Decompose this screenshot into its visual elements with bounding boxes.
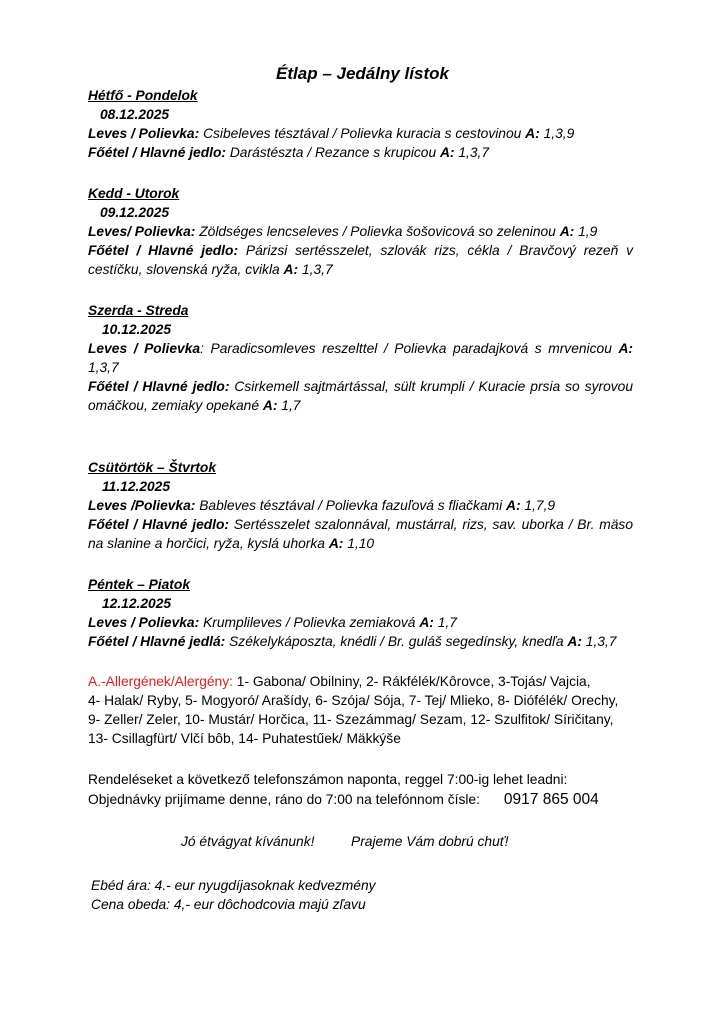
main-label: Főétel / Hlavné jedlo: [88, 243, 239, 258]
main-line [88, 377, 633, 415]
soup-text: : Paradicsomleves reszelttel / Polievka paradajková s mrvenicou [200, 341, 612, 356]
soup-line [88, 339, 633, 377]
soup-label: Leves / Polievka: [88, 615, 200, 630]
day-date: 09.12.2025 [100, 205, 170, 220]
soup-label: Leves / Polievka [88, 341, 201, 356]
allergen-legend-line: 1- Gabona/ Obilniny, 2- Rákfélék/Kôrovce, 3-Tojás/ Vajcia, [232, 674, 591, 689]
allergen-codes: 1,7 [437, 615, 457, 630]
page-title: Étlap – Jedálny lístok [276, 64, 449, 83]
main-text: Párizsi sertésszelet, szlovák rizs, cékla / Bravčový rezeň v cestíčku, slovenská ryža, cvikla [88, 243, 634, 277]
day-block-wednesday [88, 301, 633, 415]
allergen-legend [88, 672, 648, 748]
day-date: 12.12.2025 [102, 596, 172, 611]
allergen-codes: 1,3,9 [543, 126, 575, 141]
day-block-friday [88, 575, 633, 651]
phone-number: 0917 865 004 [503, 791, 599, 808]
main-line [88, 143, 633, 162]
allergen-codes: 1,10 [347, 536, 375, 551]
allergen-label: A: [262, 398, 278, 413]
wish-hu: Jó étvágyat kívánunk! [181, 834, 315, 849]
price-line-sk: Cena obeda: 4,- eur dôchodcovia majú zľavu [91, 897, 366, 912]
allergen-label: A: [506, 498, 521, 513]
main-line [88, 515, 633, 553]
soup-label: Leves /Polievka: [88, 498, 196, 513]
soup-label: Leves / Polievka: [88, 126, 200, 141]
day-date: 08.12.2025 [100, 107, 170, 122]
main-label: Főétel / Hlavné jedlo: [88, 517, 230, 532]
day-date: 10.12.2025 [102, 322, 172, 337]
main-line [88, 241, 633, 279]
allergen-codes: 1,7,9 [524, 498, 556, 513]
allergen-legend-line: 4- Halak/ Ryby, 5- Mogyoró/ Arašídy, 6- Szója/ Sója, 7- Tej/ Mlieko, 8- Diófélék/ Orechy, [88, 693, 619, 708]
allergen-codes: 1,9 [578, 224, 598, 239]
allergen-label: A: [283, 262, 299, 277]
soup-text: Krumplileves / Polievka zemiaková [203, 615, 416, 630]
soup-line [88, 613, 633, 632]
allergen-label: A: [618, 341, 634, 356]
allergen-label: A: [559, 224, 575, 239]
allergen-codes: 1,3,7 [88, 360, 119, 375]
allergen-label: A: [439, 145, 455, 160]
soup-label: Leves/ Polievka: [88, 224, 196, 239]
allergen-label: A: [525, 126, 540, 141]
allergen-label: A: [419, 615, 434, 630]
day-name: Csütörtök – Štvrtok [88, 460, 217, 475]
day-name: Kedd - Utorok [88, 186, 180, 201]
soup-text: Bableves tésztával / Polievka fazuľová s fliačkami [199, 498, 503, 513]
day-name: Szerda - Streda [88, 303, 189, 318]
day-block-thursday [88, 458, 633, 553]
allergen-label: A: [328, 536, 344, 551]
order-info-hu: Rendeléseket a következő telefonszámon naponta, reggel 7:00-ig lehet leadni: [88, 772, 568, 787]
main-label: Főétel / Hlavné jedlo: [88, 145, 226, 160]
allergen-legend-label: A.-Allergének/Alergény: [88, 674, 233, 689]
soup-text: Csibeleves tésztával / Polievka kuracia s cestovinou [203, 126, 522, 141]
order-info-sk: Objednávky prijímame denne, ráno do 7:00 na telefónnom čísle: [88, 792, 480, 807]
main-text: Székelykáposzta, knédli / Br. guláš segedínsky, knedľa [229, 634, 564, 649]
day-block-monday [88, 86, 633, 162]
soup-line [88, 222, 633, 241]
allergen-codes: 1,3,7 [458, 145, 490, 160]
order-info [88, 770, 668, 810]
main-label: Főétel / Hlavné jedlá: [88, 634, 226, 649]
soup-text: Zöldséges lencseleves / Polievka šošovicová so zeleninou [199, 224, 556, 239]
main-text: Darástészta / Rezance s krupicou [229, 145, 437, 160]
price-info [91, 876, 376, 914]
allergen-codes: 1,3,7 [585, 634, 617, 649]
allergen-codes: 1,3,7 [301, 262, 333, 277]
allergen-codes: 1,7 [281, 398, 301, 413]
day-date: 11.12.2025 [102, 479, 171, 494]
allergen-legend-line: 13- Csillagfürt/ Vlčí bôb, 14- Puhatestűek/ Mäkkýše [88, 731, 401, 746]
main-text: Sertésszelet szalonnával, mustárral, rizs, sav. uborka / Br. mäso na slanine a horčici, ryža, kyslá uhorka [88, 517, 633, 551]
main-text: Csirkemell sajtmártással, sült krumpli / Kuracie prsia so syrovou omáčkou, zemiaky opekané [88, 379, 634, 413]
wish-sk: Prajeme Vám dobrú chuť! [351, 834, 509, 849]
day-block-tuesday [88, 184, 633, 279]
soup-line [88, 124, 633, 143]
day-name: Hétfő - Pondelok [88, 88, 198, 103]
price-line-hu: Ebéd ára: 4.- eur nyugdíjasoknak kedvezmény [91, 878, 376, 893]
day-name: Péntek – Piatok [88, 577, 190, 592]
main-line [88, 632, 633, 651]
allergen-label: A: [567, 634, 582, 649]
soup-line [88, 496, 633, 515]
allergen-legend-line: 9- Zeller/ Zeler, 10- Mustár/ Horčica, 11- Szezámmag/ Sezam, 12- Szulfitok/ Síričitany, [88, 712, 614, 727]
main-label: Főétel / Hlavné jedlo: [88, 379, 230, 394]
